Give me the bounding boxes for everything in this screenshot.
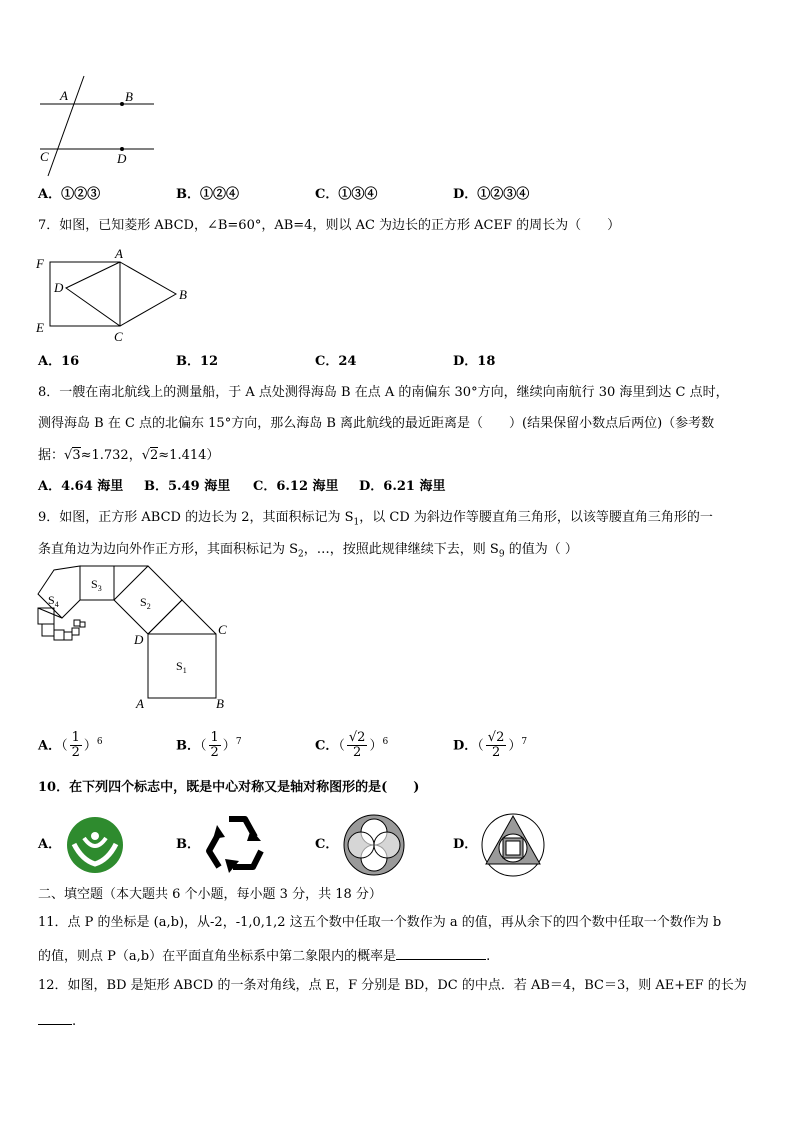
- paren: ）: [508, 738, 522, 754]
- recycle-logo-icon[interactable]: [203, 811, 271, 877]
- option-text: ①②③④: [477, 187, 530, 202]
- green-food-logo-icon[interactable]: [64, 814, 126, 876]
- spiral-squares-figure: [34, 564, 234, 710]
- q8-stem-line2: 测得海岛 B 在 C 点的北偏东 15°方向，那么海岛 B 离此航线的最近距离是（ ）(结果保留小数点后两位)（参考数: [38, 416, 715, 431]
- label-d: D: [117, 151, 127, 166]
- label-a: A: [115, 246, 123, 261]
- q11-stem-line1: 11．点 P 的坐标是 (a,b)，从-2，-1,0,1,2 这五个数中任取一个数作为 a 的值，再从余下的四个数中任取一个数作为 b: [38, 915, 722, 930]
- option-text: ①②④: [200, 187, 240, 202]
- exponent: 7: [521, 737, 528, 747]
- q11-period: .: [486, 949, 491, 964]
- q12-period: .: [72, 1014, 77, 1029]
- q9-option-d[interactable]: [453, 722, 527, 766]
- option-letter: A．: [38, 354, 62, 369]
- sqrt-2-radicand: 2: [150, 448, 159, 463]
- q7-option-d[interactable]: [453, 352, 495, 372]
- numerator: 1: [71, 730, 80, 746]
- paren: （: [200, 738, 207, 754]
- option-text: 4.64 海里: [61, 479, 124, 494]
- section-heading: 二、填空题（本大题共 6 个小题，每小题 3 分，共 18 分）: [38, 887, 382, 902]
- q10-option-b-label[interactable]: B．: [176, 837, 200, 852]
- label-b: B: [125, 89, 133, 104]
- exponent: 7: [235, 737, 242, 747]
- numerator: √2: [348, 730, 366, 746]
- option-letter: A．: [38, 187, 62, 202]
- option-letter: B．: [144, 479, 168, 494]
- triangle-square-circle-icon[interactable]: [480, 812, 546, 878]
- q10-option-a-label[interactable]: A．: [38, 837, 62, 852]
- subscript: 2: [298, 549, 304, 560]
- label-s1: $S_1$: [176, 659, 187, 675]
- denominator: 2: [491, 745, 501, 761]
- label-c: C: [114, 329, 123, 344]
- parallel-lines-figure: [36, 74, 160, 178]
- q11-text: 的值，则点 P（a,b）在平面直角坐标系中第二象限内的概率是: [38, 949, 397, 964]
- q9-text: ，以 CD 为斜边作等腰直角三角形，以该等腰直角三角形的一: [359, 510, 713, 525]
- option-letter: D．: [453, 738, 478, 754]
- q9-text: 的值为（ ）: [504, 542, 578, 557]
- label-e: E: [36, 320, 44, 335]
- four-petal-circle-icon[interactable]: [342, 813, 406, 877]
- exponent: 6: [382, 737, 389, 747]
- paren: （: [338, 738, 345, 754]
- exponent: 6: [96, 737, 103, 747]
- numerator: √2: [487, 730, 505, 746]
- label-a: A: [60, 88, 68, 103]
- q9-option-c[interactable]: [315, 722, 388, 766]
- option-text: 12: [200, 354, 219, 369]
- q9-stem-line2: [38, 540, 578, 565]
- option-text: ①③④: [338, 187, 378, 202]
- label-d: D: [134, 632, 144, 647]
- q8-option-b[interactable]: [144, 477, 230, 497]
- q9-stem-line1: [38, 508, 713, 533]
- fraction: [70, 731, 82, 760]
- numerator: 1: [210, 730, 219, 746]
- q10-stem: 10．在下列四个标志中，既是中心对称又是轴对称图形的是( ): [38, 780, 420, 795]
- q9-option-a[interactable]: [38, 722, 103, 766]
- sqrt-2-approx: ≈1.414）: [158, 448, 220, 463]
- q8-stem-line1: 8．一艘在南北航线上的测量船，于 A 点处测得海岛 B 在点 A 的南偏东 30°方向，继续向南航行 30 海里到达 C 点时，: [38, 385, 729, 400]
- option-letter: B．: [176, 187, 200, 202]
- sqrt-3-approx: ≈1.732，: [80, 448, 142, 463]
- q7-option-b[interactable]: [176, 352, 218, 372]
- option-text: 5.49 海里: [168, 479, 231, 494]
- q6-option-a[interactable]: [38, 185, 100, 205]
- paren: （: [477, 738, 484, 754]
- fraction: [209, 731, 221, 760]
- label-a: A: [136, 696, 144, 710]
- label-f: F: [36, 256, 44, 271]
- option-text: 18: [477, 354, 496, 369]
- fraction: [347, 731, 368, 760]
- denominator: 2: [353, 745, 362, 761]
- label-s3: $S_3$: [91, 577, 102, 593]
- q9-text: 9．如图，正方形 ABCD 的边长为 2，其面积标记为 S: [38, 510, 354, 525]
- q8-option-a[interactable]: [38, 477, 123, 497]
- q6-option-b[interactable]: [176, 185, 239, 205]
- q12-stem-line2: [38, 1010, 76, 1032]
- option-text: 6.21 海里: [383, 479, 446, 494]
- paren: ）: [83, 738, 97, 754]
- q10-option-c-label[interactable]: C．: [315, 837, 339, 852]
- q9-text: ，…，按照此规律继续下去，则 S: [303, 542, 499, 557]
- paren: ）: [369, 738, 383, 754]
- q8-ref-prefix: 据：: [38, 448, 65, 463]
- q7-stem: 7．如图，已知菱形 ABCD，∠B=60°，AB=4，则以 AC 为边长的正方形 ACEF 的周长为（ ）: [38, 218, 621, 233]
- option-letter: A．: [38, 479, 62, 494]
- sqrt-3-radicand: 3: [72, 448, 81, 463]
- answer-blank[interactable]: [38, 1010, 72, 1025]
- label-s4: $S_4$: [48, 593, 59, 609]
- rhombus-square-figure: [34, 246, 190, 344]
- q9-text: 条直角边为边向外作正方形，其面积标记为 S: [38, 542, 299, 557]
- label-d: D: [54, 280, 64, 295]
- q11-stem-line2: [38, 945, 490, 967]
- option-letter: C．: [315, 187, 339, 202]
- q9-option-b[interactable]: [176, 722, 242, 766]
- fraction: [486, 731, 507, 760]
- sqrt-symbol: √: [141, 448, 150, 463]
- option-text: 6.12 海里: [276, 479, 339, 494]
- sqrt-symbol: √: [64, 448, 73, 463]
- option-text: 24: [338, 354, 357, 369]
- option-letter: D．: [453, 354, 478, 369]
- q7-option-c[interactable]: [315, 352, 356, 372]
- answer-blank[interactable]: [396, 945, 486, 960]
- paren: （: [61, 738, 68, 754]
- subscript: 9: [498, 549, 505, 560]
- label-b: B: [179, 287, 187, 302]
- option-letter: D．: [359, 479, 384, 494]
- option-letter: B．: [176, 738, 200, 754]
- paren: ）: [222, 738, 236, 754]
- q6-option-c[interactable]: [315, 185, 377, 205]
- option-letter: C．: [253, 479, 277, 494]
- option-letter: C．: [315, 354, 339, 369]
- q7-option-a[interactable]: [38, 352, 79, 372]
- option-letter: A．: [38, 738, 62, 754]
- label-s2: $S_2$: [140, 595, 151, 611]
- q12-stem-line1: 12．如图，BD 是矩形 ABCD 的一条对角线，点 E，F 分别是 BD，DC 的中点．若 AB＝4，BC＝3，则 AE+EF 的长为: [38, 978, 747, 993]
- q8-stem-line3: [38, 446, 219, 466]
- option-text: ①②③: [61, 187, 101, 202]
- subscript: 1: [353, 517, 360, 528]
- option-text: 16: [61, 354, 80, 369]
- label-c: C: [218, 622, 227, 637]
- label-b: B: [216, 696, 224, 710]
- q10-option-d-label[interactable]: D．: [453, 837, 478, 852]
- q6-option-d[interactable]: [453, 185, 529, 205]
- option-letter: B．: [176, 354, 200, 369]
- q8-option-c[interactable]: [253, 477, 339, 497]
- option-letter: C．: [315, 738, 339, 754]
- label-c: C: [40, 149, 49, 164]
- option-letter: D．: [453, 187, 478, 202]
- denominator: 2: [71, 745, 80, 761]
- denominator: 2: [210, 745, 219, 761]
- q8-option-d[interactable]: [359, 477, 445, 497]
